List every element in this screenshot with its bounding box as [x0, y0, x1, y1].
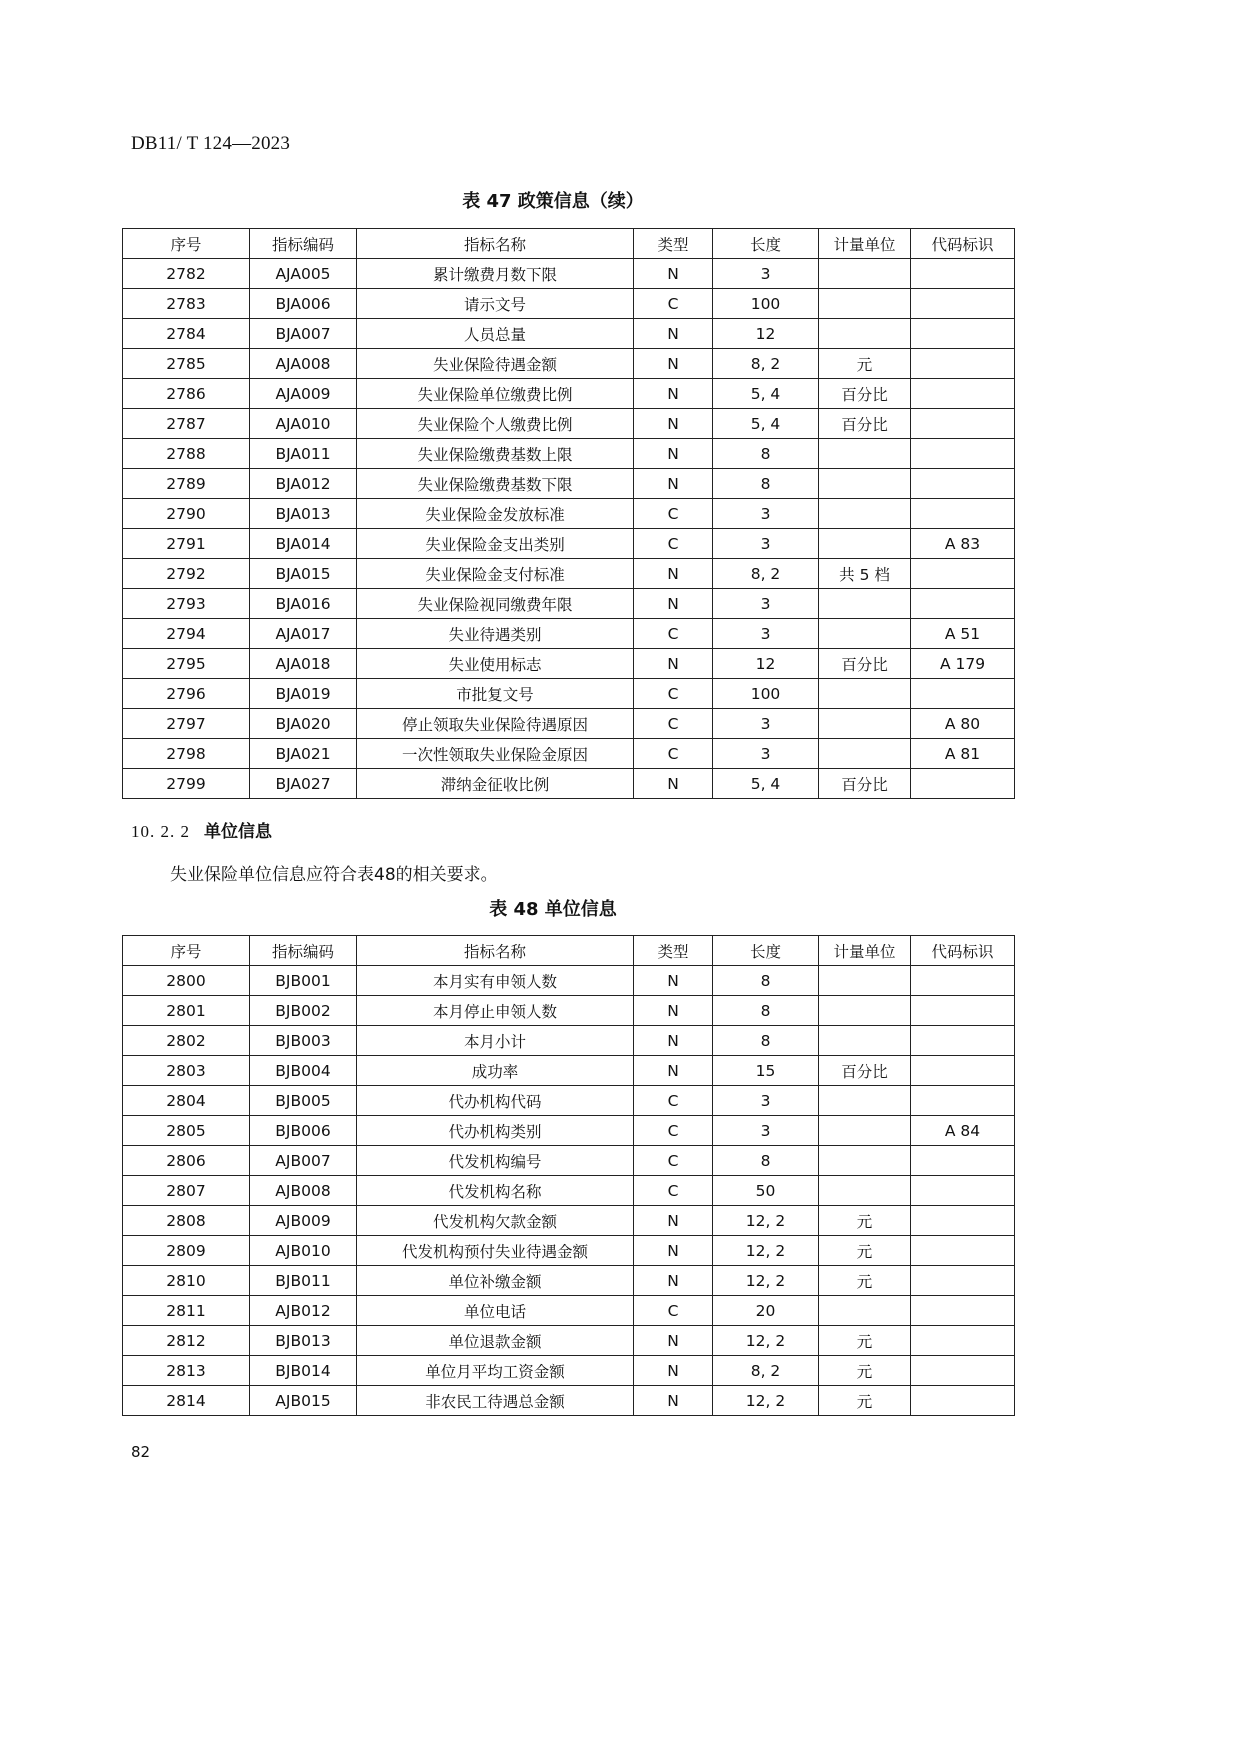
table-cell: 8, 2: [713, 349, 819, 379]
header-row: [123, 229, 1015, 259]
table-cell: 5, 4: [713, 379, 819, 409]
table-row: [123, 966, 1015, 996]
table-cell: BJA011: [250, 439, 357, 469]
table-row: [123, 1116, 1015, 1146]
column-header: 计量单位: [819, 229, 911, 259]
table-cell: 滞纳金征收比例: [357, 769, 634, 799]
table-cell: [819, 996, 911, 1026]
column-header: 计量单位: [819, 936, 911, 966]
table-cell: 累计缴费月数下限: [357, 259, 634, 289]
table-cell: 失业保险金支付标准: [357, 559, 634, 589]
table-cell: 20: [713, 1296, 819, 1326]
table-cell: BJA006: [250, 289, 357, 319]
table-cell: BJA012: [250, 469, 357, 499]
table-cell: 失业保险金支出类别: [357, 529, 634, 559]
table-cell: [819, 259, 911, 289]
table-cell: BJB013: [250, 1326, 357, 1356]
table-row: [123, 1326, 1015, 1356]
table-row: [123, 289, 1015, 319]
table-cell: 本月实有申领人数: [357, 966, 634, 996]
table-cell: C: [634, 709, 713, 739]
table-cell: 12: [713, 319, 819, 349]
table-cell: [819, 469, 911, 499]
table-48-caption: 表 48 单位信息: [489, 899, 617, 920]
table-cell: 3: [713, 529, 819, 559]
table-48: [122, 935, 1015, 1416]
table-cell: 元: [819, 1236, 911, 1266]
table-cell: 2791: [123, 529, 250, 559]
table-cell: 代发机构预付失业待遇金额: [357, 1236, 634, 1266]
table-row: [123, 529, 1015, 559]
table-cell: N: [634, 996, 713, 1026]
table-cell: AJB012: [250, 1296, 357, 1326]
table-row: [123, 1056, 1015, 1086]
table-cell: 12, 2: [713, 1266, 819, 1296]
table-cell: C: [634, 619, 713, 649]
table-cell: N: [634, 559, 713, 589]
table-row: [123, 1356, 1015, 1386]
table-cell: N: [634, 1356, 713, 1386]
table-cell: 单位月平均工资金额: [357, 1356, 634, 1386]
table-cell: [911, 1326, 1015, 1356]
header-row: [123, 936, 1015, 966]
table-row: [123, 679, 1015, 709]
table-cell: C: [634, 679, 713, 709]
table-cell: 2803: [123, 1056, 250, 1086]
table-cell: 12: [713, 649, 819, 679]
table-cell: A 83: [911, 529, 1015, 559]
table-cell: BJB011: [250, 1266, 357, 1296]
page-number: 82: [131, 1443, 151, 1461]
table-cell: 单位电话: [357, 1296, 634, 1326]
column-header: 指标名称: [357, 229, 634, 259]
table-cell: 2806: [123, 1146, 250, 1176]
table-cell: 一次性领取失业保险金原因: [357, 739, 634, 769]
table-cell: 2793: [123, 589, 250, 619]
table-cell: AJB009: [250, 1206, 357, 1236]
table-cell: 本月小计: [357, 1026, 634, 1056]
table-cell: [911, 559, 1015, 589]
table-48-header: [123, 936, 1015, 966]
table-cell: [819, 1176, 911, 1206]
table-cell: BJB003: [250, 1026, 357, 1056]
table-cell: 失业保险缴费基数下限: [357, 469, 634, 499]
table-cell: [819, 529, 911, 559]
column-header: 指标名称: [357, 936, 634, 966]
table-cell: N: [634, 349, 713, 379]
table-cell: 单位退款金额: [357, 1326, 634, 1356]
table-cell: AJA009: [250, 379, 357, 409]
table-cell: 2782: [123, 259, 250, 289]
table-cell: 2790: [123, 499, 250, 529]
table-cell: [911, 499, 1015, 529]
table-47-header: [123, 229, 1015, 259]
table-cell: 2801: [123, 996, 250, 1026]
table-cell: N: [634, 589, 713, 619]
table-cell: [819, 619, 911, 649]
table-cell: N: [634, 1236, 713, 1266]
table-row: [123, 649, 1015, 679]
table-cell: 元: [819, 349, 911, 379]
table-cell: [911, 1056, 1015, 1086]
table-cell: AJA008: [250, 349, 357, 379]
table-row: [123, 349, 1015, 379]
table-47-body: [123, 259, 1015, 799]
table-cell: 3: [713, 1086, 819, 1116]
table-cell: BJB004: [250, 1056, 357, 1086]
table-cell: BJB002: [250, 996, 357, 1026]
table-cell: BJA013: [250, 499, 357, 529]
table-cell: 2785: [123, 349, 250, 379]
table-cell: 8: [713, 996, 819, 1026]
table-cell: 3: [713, 259, 819, 289]
table-cell: [911, 996, 1015, 1026]
table-cell: [819, 1086, 911, 1116]
table-cell: N: [634, 1386, 713, 1416]
table-cell: [911, 1266, 1015, 1296]
table-cell: 失业保险待遇金额: [357, 349, 634, 379]
table-cell: [911, 349, 1015, 379]
section-number: 10. 2. 2: [131, 822, 190, 841]
table-cell: 8: [713, 469, 819, 499]
table-cell: N: [634, 966, 713, 996]
table-cell: 100: [713, 289, 819, 319]
table-cell: N: [634, 259, 713, 289]
table-cell: AJA017: [250, 619, 357, 649]
table-cell: 失业保险缴费基数上限: [357, 439, 634, 469]
table-cell: [819, 739, 911, 769]
table-cell: N: [634, 1266, 713, 1296]
table-cell: 3: [713, 589, 819, 619]
table-cell: 2811: [123, 1296, 250, 1326]
column-header: 类型: [634, 229, 713, 259]
table-cell: 5, 4: [713, 769, 819, 799]
table-cell: BJA020: [250, 709, 357, 739]
table-cell: 非农民工待遇总金额: [357, 1386, 634, 1416]
table-cell: [819, 679, 911, 709]
table-row: [123, 619, 1015, 649]
table-cell: N: [634, 769, 713, 799]
table-cell: 2809: [123, 1236, 250, 1266]
table-cell: 百分比: [819, 769, 911, 799]
column-header: 长度: [713, 229, 819, 259]
table-cell: [819, 289, 911, 319]
table-cell: [911, 1356, 1015, 1386]
section-heading: [131, 817, 272, 842]
table-cell: [819, 499, 911, 529]
table-cell: [911, 1026, 1015, 1056]
table-cell: 5, 4: [713, 409, 819, 439]
table-cell: BJB014: [250, 1356, 357, 1386]
table-cell: 元: [819, 1356, 911, 1386]
table-cell: 2813: [123, 1356, 250, 1386]
table-cell: [911, 319, 1015, 349]
table-cell: 成功率: [357, 1056, 634, 1086]
table-row: [123, 499, 1015, 529]
table-cell: 2787: [123, 409, 250, 439]
table-cell: AJA005: [250, 259, 357, 289]
table-cell: 代发机构欠款金额: [357, 1206, 634, 1236]
table-cell: 2807: [123, 1176, 250, 1206]
column-header: 长度: [713, 936, 819, 966]
section-paragraph: 失业保险单位信息应符合表48的相关要求。: [170, 865, 498, 885]
table-row: [123, 439, 1015, 469]
table-cell: C: [634, 1146, 713, 1176]
table-cell: 失业使用标志: [357, 649, 634, 679]
table-cell: [911, 1296, 1015, 1326]
table-cell: AJA018: [250, 649, 357, 679]
table-cell: [911, 289, 1015, 319]
table-cell: C: [634, 1296, 713, 1326]
table-row: [123, 709, 1015, 739]
table-cell: [911, 469, 1015, 499]
table-cell: 本月停止申领人数: [357, 996, 634, 1026]
table-cell: 2786: [123, 379, 250, 409]
column-header: 指标编码: [250, 229, 357, 259]
table-row: [123, 1236, 1015, 1266]
table-cell: A 179: [911, 649, 1015, 679]
table-cell: 2798: [123, 739, 250, 769]
table-cell: BJA019: [250, 679, 357, 709]
table-cell: C: [634, 529, 713, 559]
table-cell: AJB010: [250, 1236, 357, 1266]
table-cell: 失业保险个人缴费比例: [357, 409, 634, 439]
table-cell: BJB001: [250, 966, 357, 996]
table-cell: 2800: [123, 966, 250, 996]
table-cell: N: [634, 319, 713, 349]
table-cell: 2805: [123, 1116, 250, 1146]
table-row: [123, 469, 1015, 499]
table-row: [123, 1026, 1015, 1056]
table-row: [123, 1266, 1015, 1296]
table-cell: [911, 966, 1015, 996]
table-cell: BJA016: [250, 589, 357, 619]
table-cell: 2795: [123, 649, 250, 679]
standard-code: DB11/ T 124—2023: [131, 133, 291, 154]
column-header: 代码标识: [911, 229, 1015, 259]
table-cell: N: [634, 1206, 713, 1236]
table-cell: 12, 2: [713, 1236, 819, 1266]
table-row: [123, 1386, 1015, 1416]
table-row: [123, 1086, 1015, 1116]
section-title: 单位信息: [204, 822, 272, 842]
table-cell: 8: [713, 966, 819, 996]
table-row: [123, 1176, 1015, 1206]
table-cell: 2802: [123, 1026, 250, 1056]
table-cell: [819, 1146, 911, 1176]
table-cell: C: [634, 499, 713, 529]
table-cell: A 51: [911, 619, 1015, 649]
table-cell: 百分比: [819, 1056, 911, 1086]
table-cell: [911, 589, 1015, 619]
table-row: [123, 1296, 1015, 1326]
table-cell: N: [634, 1326, 713, 1356]
table-cell: [911, 1206, 1015, 1236]
table-cell: [911, 1086, 1015, 1116]
table-cell: 12, 2: [713, 1206, 819, 1236]
column-header: 序号: [123, 229, 250, 259]
table-cell: 失业待遇类别: [357, 619, 634, 649]
table-row: [123, 769, 1015, 799]
table-cell: 8, 2: [713, 559, 819, 589]
table-cell: 2794: [123, 619, 250, 649]
table-cell: 市批复文号: [357, 679, 634, 709]
table-cell: BJA014: [250, 529, 357, 559]
table-cell: 50: [713, 1176, 819, 1206]
table-row: [123, 559, 1015, 589]
table-48-body: [123, 966, 1015, 1416]
table-cell: 百分比: [819, 409, 911, 439]
table-cell: [911, 1386, 1015, 1416]
table-cell: 2783: [123, 289, 250, 319]
table-cell: BJA027: [250, 769, 357, 799]
table-cell: 元: [819, 1386, 911, 1416]
table-cell: 2796: [123, 679, 250, 709]
column-header: 指标编码: [250, 936, 357, 966]
table-cell: [911, 379, 1015, 409]
table-cell: BJB005: [250, 1086, 357, 1116]
table-cell: 请示文号: [357, 289, 634, 319]
table-cell: 失业保险金发放标准: [357, 499, 634, 529]
table-cell: C: [634, 1176, 713, 1206]
table-cell: [911, 1236, 1015, 1266]
table-cell: 2797: [123, 709, 250, 739]
table-cell: [911, 1176, 1015, 1206]
table-cell: C: [634, 1116, 713, 1146]
table-row: [123, 589, 1015, 619]
table-cell: 3: [713, 1116, 819, 1146]
table-row: [123, 379, 1015, 409]
table-cell: 8: [713, 439, 819, 469]
table-cell: 12, 2: [713, 1386, 819, 1416]
table-cell: C: [634, 1086, 713, 1116]
table-row: [123, 259, 1015, 289]
table-cell: N: [634, 469, 713, 499]
table-cell: 失业保险单位缴费比例: [357, 379, 634, 409]
table-cell: 3: [713, 619, 819, 649]
table-cell: 3: [713, 709, 819, 739]
table-cell: N: [634, 1026, 713, 1056]
table-cell: 8, 2: [713, 1356, 819, 1386]
table-cell: [911, 439, 1015, 469]
table-cell: 失业保险视同缴费年限: [357, 589, 634, 619]
table-cell: 15: [713, 1056, 819, 1086]
table-cell: 2814: [123, 1386, 250, 1416]
table-cell: [819, 1296, 911, 1326]
table-cell: 2810: [123, 1266, 250, 1296]
table-row: [123, 996, 1015, 1026]
table-cell: AJB008: [250, 1176, 357, 1206]
table-cell: 2784: [123, 319, 250, 349]
table-cell: BJB006: [250, 1116, 357, 1146]
table-cell: BJA007: [250, 319, 357, 349]
table-cell: BJA015: [250, 559, 357, 589]
table-cell: [911, 409, 1015, 439]
table-cell: [819, 319, 911, 349]
table-cell: BJA021: [250, 739, 357, 769]
column-header: 序号: [123, 936, 250, 966]
table-cell: 单位补缴金额: [357, 1266, 634, 1296]
table-row: [123, 739, 1015, 769]
table-cell: [819, 1116, 911, 1146]
table-cell: 2799: [123, 769, 250, 799]
table-cell: 元: [819, 1266, 911, 1296]
table-cell: 代办机构代码: [357, 1086, 634, 1116]
table-cell: [819, 589, 911, 619]
table-cell: 8: [713, 1146, 819, 1176]
table-cell: 100: [713, 679, 819, 709]
table-cell: A 81: [911, 739, 1015, 769]
table-cell: 2804: [123, 1086, 250, 1116]
table-cell: AJA010: [250, 409, 357, 439]
table-cell: 2808: [123, 1206, 250, 1236]
table-cell: [911, 769, 1015, 799]
table-cell: 2792: [123, 559, 250, 589]
table-cell: [819, 966, 911, 996]
table-cell: AJB015: [250, 1386, 357, 1416]
table-cell: C: [634, 739, 713, 769]
table-cell: N: [634, 379, 713, 409]
table-cell: 3: [713, 499, 819, 529]
table-cell: [819, 709, 911, 739]
table-cell: A 84: [911, 1116, 1015, 1146]
table-row: [123, 409, 1015, 439]
table-row: [123, 1146, 1015, 1176]
table-47: [122, 228, 1015, 799]
table-cell: [911, 679, 1015, 709]
table-cell: 百分比: [819, 379, 911, 409]
table-cell: N: [634, 1056, 713, 1086]
table-cell: AJB007: [250, 1146, 357, 1176]
table-row: [123, 1206, 1015, 1236]
column-header: 代码标识: [911, 936, 1015, 966]
table-cell: 3: [713, 739, 819, 769]
table-row: [123, 319, 1015, 349]
table-cell: [819, 1026, 911, 1056]
column-header: 类型: [634, 936, 713, 966]
table-cell: 代发机构名称: [357, 1176, 634, 1206]
table-cell: [819, 439, 911, 469]
table-cell: 停止领取失业保险待遇原因: [357, 709, 634, 739]
table-cell: A 80: [911, 709, 1015, 739]
table-cell: 8: [713, 1026, 819, 1056]
table-cell: 代办机构类别: [357, 1116, 634, 1146]
table-cell: 百分比: [819, 649, 911, 679]
table-cell: 2789: [123, 469, 250, 499]
table-cell: 代发机构编号: [357, 1146, 634, 1176]
table-cell: N: [634, 439, 713, 469]
table-cell: N: [634, 649, 713, 679]
table-cell: N: [634, 409, 713, 439]
table-cell: 人员总量: [357, 319, 634, 349]
table-cell: 2788: [123, 439, 250, 469]
table-cell: C: [634, 289, 713, 319]
table-cell: [911, 259, 1015, 289]
table-cell: [911, 1146, 1015, 1176]
table-cell: 共 5 档: [819, 559, 911, 589]
table-cell: 12, 2: [713, 1326, 819, 1356]
table-cell: 2812: [123, 1326, 250, 1356]
table-cell: 元: [819, 1206, 911, 1236]
table-cell: 元: [819, 1326, 911, 1356]
table-47-caption: 表 47 政策信息（续）: [462, 191, 644, 212]
